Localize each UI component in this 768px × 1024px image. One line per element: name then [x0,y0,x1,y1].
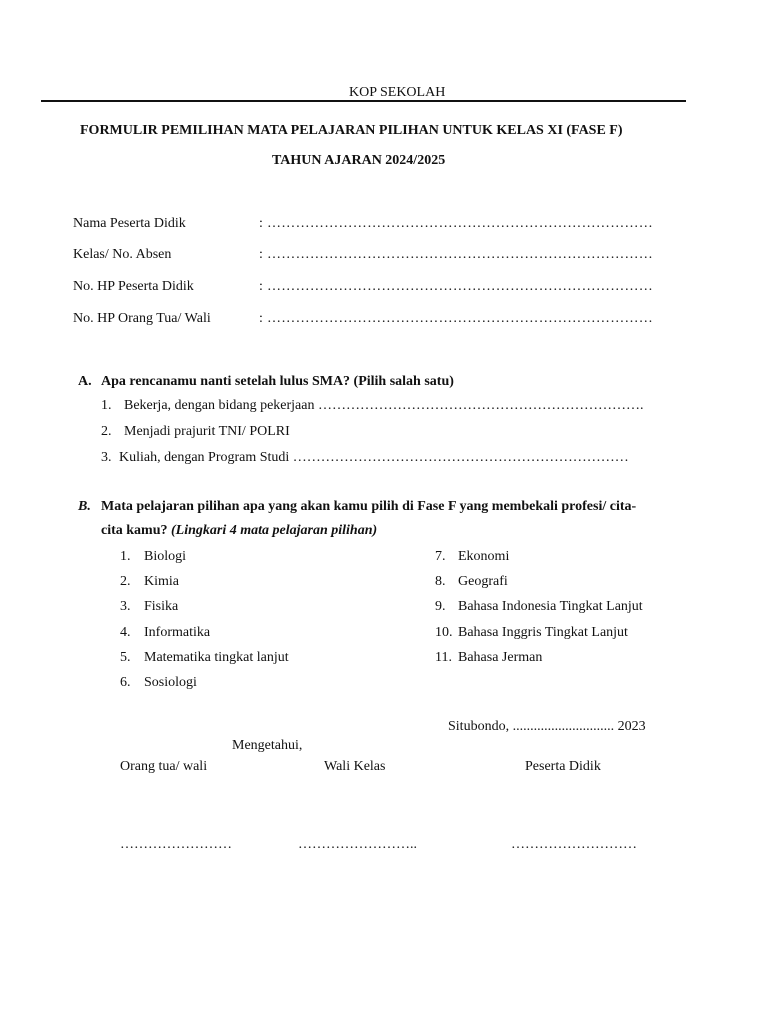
subject-bahasa-inggris-lanjut[interactable]: Bahasa Inggris Tingkat Lanjut [458,625,628,640]
subject-bahasa-indonesia-lanjut[interactable]: Bahasa Indonesia Tingkat Lanjut [458,599,643,614]
section-b-marker: B. [78,499,91,514]
subject-number: 10. [435,625,453,640]
academic-year: TAHUN AJARAN 2024/2025 [272,153,446,168]
subject-number: 3. [120,599,131,614]
subject-number: 9. [435,599,446,614]
section-b-question-tail: cita kamu? [101,523,168,538]
section-b-instruction: (Lingkari 4 mata pelajaran pilihan) [171,523,378,538]
homeroom-signature-line[interactable]: …………………….. [298,837,417,852]
class-label: Kelas/ No. Absen [73,247,172,262]
letterhead-rule [41,100,686,102]
subject-ekonomi[interactable]: Ekonomi [458,549,510,564]
class-field[interactable]: : ……………………………………………………………………… [259,247,654,262]
subject-number: 2. [120,574,131,589]
parent-signature-line[interactable]: …………………… [120,837,232,852]
subject-geografi[interactable]: Geografi [458,574,508,589]
subject-informatika[interactable]: Informatika [144,625,211,640]
subject-bahasa-jerman[interactable]: Bahasa Jerman [458,650,543,665]
student-signature-label: Peserta Didik [525,759,601,774]
plan-option-military[interactable]: Menjadi prajurit TNI/ POLRI [124,424,290,439]
parent-phone-field[interactable]: : ……………………………………………………………………… [259,311,654,326]
subject-kimia[interactable]: Kimia [144,574,179,589]
section-a-marker: A. [78,374,92,389]
subject-matematika-lanjut[interactable]: Matematika tingkat lanjut [144,650,289,665]
subject-number: 5. [120,650,131,665]
student-signature-line[interactable]: ……………………… [511,837,637,852]
subject-sosiologi[interactable]: Sosiologi [144,675,197,690]
plan-option-work[interactable]: Bekerja, dengan bidang pekerjaan ……………………………………………………………. [124,398,644,413]
place-date[interactable]: Situbondo, ............................. 2023 [448,719,646,734]
homeroom-signature-label: Wali Kelas [324,759,386,774]
section-a-question: Apa rencanamu nanti setelah lulus SMA? (Pilih salah satu) [101,374,454,389]
subject-number: 1. [120,549,131,564]
parent-phone-label: No. HP Orang Tua/ Wali [73,311,211,326]
form-title: FORMULIR PEMILIHAN MATA PELAJARAN PILIHAN UNTUK KELAS XI (FASE F) [80,123,623,138]
plan-option-college[interactable]: Kuliah, dengan Program Studi ……………………………………………………………… [119,450,629,465]
plan-option-number: 1. [101,398,112,413]
student-phone-field[interactable]: : ……………………………………………………………………… [259,279,654,294]
subject-number: 8. [435,574,446,589]
subject-number: 4. [120,625,131,640]
subject-fisika[interactable]: Fisika [144,599,179,614]
subject-number: 7. [435,549,446,564]
name-label: Nama Peserta Didik [73,216,186,231]
plan-option-number: 2. [101,424,112,439]
subject-number: 11. [435,650,452,665]
parent-signature-label: Orang tua/ wali [120,759,208,774]
section-b-question-line1: Mata pelajaran pilihan apa yang akan kamu pilih di Fase F yang membekali profesi/ cita- [101,499,637,514]
subject-biologi[interactable]: Biologi [144,549,187,564]
letterhead-label: KOP SEKOLAH [349,85,446,100]
plan-option-number: 3. [101,450,112,465]
section-b-question-line2 [101,523,377,539]
student-phone-label: No. HP Peserta Didik [73,279,194,294]
subject-number: 6. [120,675,131,690]
acknowledged-label: Mengetahui, [232,738,303,753]
name-field[interactable]: : ……………………………………………………………………… [259,216,654,231]
